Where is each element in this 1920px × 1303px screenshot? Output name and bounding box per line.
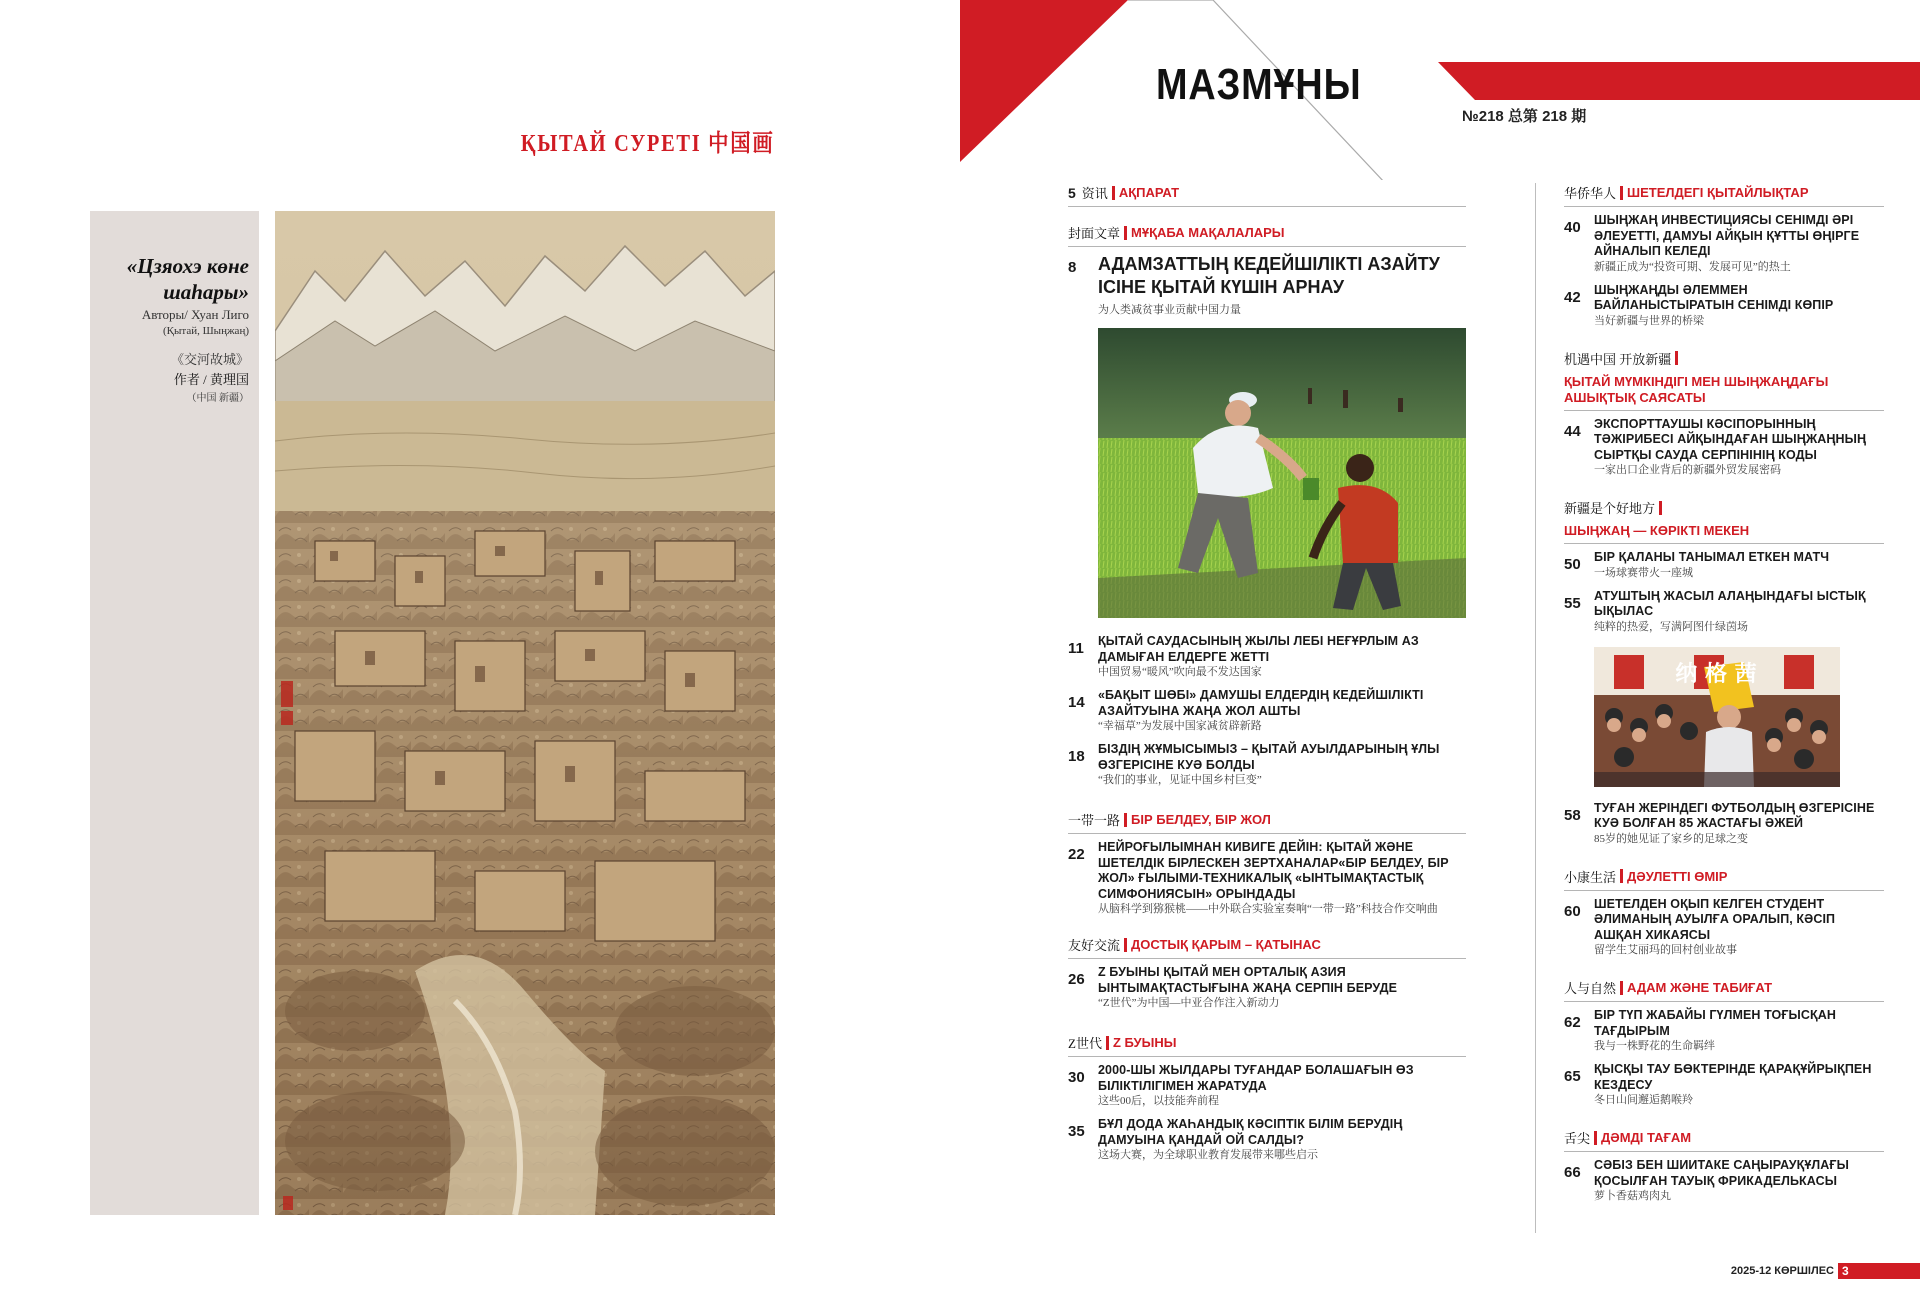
page-number: 11 [1068,640,1084,657]
page-number: 40 [1564,219,1581,236]
entry-title-zh: 纯粹的热爱，写满阿图什绿茵场 [1594,620,1748,633]
section-food [1564,1128,1884,1152]
painting-author-zh: 作者 / 黄理国 [173,372,249,387]
entry-title-kz: БІР ТҮП ЖАБАЙЫ ГҮЛМЕН ТОҒЫСҚАН ТАҒДЫРЫМ [1594,1008,1837,1038]
page-number: 50 [1564,556,1581,573]
section-belt-road-kz: БІР БЕЛДЕУ, БІР ЖОЛ [1131,812,1271,827]
page-number: 22 [1068,846,1085,863]
entry-title-kz: БІР ҚАЛАНЫ ТАНЫМАЛ ЕТКЕН МАТЧ [1594,550,1830,564]
football-photo [1594,647,1840,787]
entry-title-kz: ШЕТЕЛДЕН ОҚЫП КЕЛГЕН СТУДЕНТ ӘЛИМАНЫҢ АУЫЛҒА ОРАЛЫП, КӘСІП АШҚАН ХИКАЯСЫ [1594,896,1836,942]
section-xinjiang-kz: ШЫҢЖАҢ — КӨРІКТІ МЕКЕН [1564,523,1884,544]
section-gen-z-zh: Z世代 [1068,1036,1102,1051]
section-news [1068,183,1466,207]
section-friendship-kz: ДОСТЫҚ ҚАРЫМ – ҚАТЫНАС [1131,937,1321,952]
toc-entry-11[interactable] [1068,634,1466,680]
entry-title-zh: 留学生艾丽玛的回村创业故事 [1594,944,1737,956]
issue-number: №218 总第 218 期 [1462,108,1587,125]
entry-title-zh: 这些00后，以技能奔前程 [1098,1095,1219,1107]
toc-entry-18[interactable] [1068,742,1466,788]
section-gen-z-kz: Z БУЫНЫ [1112,1035,1177,1050]
section-nature [1564,978,1884,1002]
entry-title-zh: 一家出口企业背后的新疆外贸发展密码 [1594,464,1781,476]
entry-title-kz: ТУҒАН ЖЕРІНДЕГІ ФУТБОЛДЫҢ ӨЗГЕРІСІНЕ КУӘ БОЛҒАН 85 ЖАСТАҒЫ ӘЖЕЙ [1594,800,1875,830]
section-opportunity-zh: 机遇中国 开放新疆 [1564,351,1672,367]
entry-title-zh: 我与一株野花的生命羁绊 [1594,1040,1715,1052]
entry-title-zh: 萝卜香菇鸡肉丸 [1594,1190,1671,1202]
section-cover-kz: МҰҚАБА МАҚАЛАЛАРЫ [1131,225,1285,240]
toc-entry-30[interactable] [1068,1063,1466,1109]
page-number: 66 [1564,1164,1581,1181]
footer-page-number: 3 [1838,1263,1920,1279]
page-number: 18 [1068,748,1085,765]
section-nature-kz: АДАМ ЖӘНЕ ТАБИҒАТ [1627,980,1773,995]
toc-entry-26[interactable] [1068,965,1466,1011]
header-decoration [960,0,1920,180]
toc-entry-35[interactable] [1068,1117,1466,1163]
painting-origin-zh: （中国 新疆） [186,393,249,404]
entry-title-zh: “Z世代”为中国—中亚合作注入新动力 [1098,997,1280,1009]
page-number: 42 [1564,288,1581,306]
section-prosperous-zh: 小康生活 [1564,869,1617,885]
toc-entry-66[interactable] [1564,1158,1884,1204]
entry-title-zh: “我们的事业，见证中国乡村巨变” [1098,774,1262,786]
page-number: 55 [1564,594,1581,612]
painting-image [275,211,775,1215]
entry-title-kz: БІЗДІҢ ЖҰМЫСЫМЫЗ – ҚЫТАЙ АУЫЛДАРЫНЫҢ ҰЛЫ ӨЗГЕРІСІНЕ КУӘ БОЛДЫ [1098,742,1440,772]
toc-entry-60[interactable] [1564,897,1884,959]
section-food-zh: 舌尖 [1564,1131,1591,1146]
painting-title-zh: 《交河故城》 [170,352,249,367]
section-overseas-kz: ШЕТЕЛДЕГІ ҚЫТАЙЛЫҚТАР [1627,185,1809,200]
painting-author-kz: Авторы/ Хуан Лиго [141,307,249,322]
page-number: 30 [1068,1069,1085,1086]
entry-title-kz: ҚЫСҚЫ ТАУ БӨКТЕРІНДЕ ҚАРАҚҰЙРЫҚПЕН КЕЗДЕСУ [1594,1062,1872,1092]
page-number: 14 [1068,694,1085,711]
category-title: ҚЫТАЙ СУРЕТІ 中国画 [520,131,774,157]
toc-entry-44[interactable] [1564,417,1884,479]
section-opportunity [1564,349,1884,372]
entry-title-kz: АТУШТЫҢ ЖАСЫЛ АЛАҢЫНДАҒЫ ЫСТЫҚ ЫҚЫЛАС [1594,588,1866,618]
toc-entry-62[interactable] [1564,1008,1884,1054]
section-news-kz: АҚПАРАТ [1118,185,1180,200]
painting-origin-kz: (Қытай, Шыңжаң) [162,325,249,337]
page-number: 58 [1564,806,1581,824]
toc-entry-50[interactable] [1564,550,1884,581]
toc-left-column [1068,183,1466,1171]
entry-title-zh: 为人类减贫事业贡献中国力量 [1098,304,1241,316]
section-gen-z [1068,1033,1466,1057]
entry-title-kz: БҰЛ ДОДА ЖАҺАНДЫҚ КӘСІПТІК БІЛІМ БЕРУДІҢ ДАМУЫНА ҚАНДАЙ ОЙ САЛДЫ? [1098,1117,1403,1147]
section-news-zh: 资讯 [1081,186,1108,201]
contents-heading: МАЗМҰНЫ [1156,60,1362,109]
photo-banner-text: 纳 格 茜 [1675,660,1757,687]
section-cover [1068,223,1466,247]
caption-panel [90,211,259,1215]
entry-title-kz: НЕЙРОҒЫЛЫМНАН КИВИГЕ ДЕЙІН: ҚЫТАЙ ЖӘНЕ ШЕТЕЛДІК БІРЛЕСКЕН ЗЕРТХАНАЛАР«БІР БЕЛДЕУ, БІР ЖОЛ» ҒЫЛЫМИ-ТЕХНИКАЛЫҚ «ЫНТЫМАҚТАСТЫҚ СИМФОНИЯСЫН» ОРЫНДАДЫ [1098,840,1449,901]
entry-title-zh: 从脑科学到猕猴桃——中外联合实验室奏响“一带一路”科技合作交响曲 [1098,903,1438,915]
section-xinjiang-zh: 新疆是个好地方 [1564,501,1656,516]
toc-entry-58[interactable] [1564,801,1884,847]
section-opportunity-kz: ҚЫТАЙ МҮМКІНДІГІ МЕН ШЫҢЖАҢДАҒЫ АШЫҚТЫҚ САЯСАТЫ [1564,374,1884,411]
page-number: 8 [1068,259,1077,276]
entry-title-kz: ҚЫТАЙ САУДАСЫНЫҢ ЖЫЛЫ ЛЕБІ НЕҒҰРЛЫМ АЗ ДАМЫҒАН ЕЛДЕРГЕ ЖЕТТІ [1098,634,1419,664]
section-cover-zh: 封面文章 [1068,226,1121,241]
section-xinjiang [1564,498,1884,521]
section-nature-zh: 人与自然 [1564,981,1617,996]
section-prosperous [1564,867,1884,891]
entry-title-kz: ЭКСПОРТТАУШЫ КӘСІПОРЫННЫҢ ТӘЖІРИБЕСІ АЙҚЫНДАҒАН ШЫҢЖАҢНЫҢ СЫРТҚЫ САУДА СЕРПІНІНІҢ КОДЫ [1594,416,1867,462]
toc-entry-55[interactable] [1564,589,1884,635]
section-belt-road-zh: 一带一路 [1068,813,1121,828]
entry-title-kz: Z БУЫНЫ ҚЫТАЙ МЕН ОРТАЛЫҚ АЗИЯ ЫНТЫМАҚТАСТЫҒЫНА ЖАҢА СЕРПІН БЕРУДЕ [1098,965,1398,995]
section-food-kz: ДӘМДІ ТАҒАМ [1601,1130,1692,1145]
section-belt-road [1068,810,1466,834]
toc-entry-40[interactable] [1564,213,1884,275]
toc-entry-42[interactable] [1564,283,1884,329]
section-news-number: 5 [1068,184,1076,201]
page-number: 60 [1564,902,1581,920]
toc-entry-65[interactable] [1564,1062,1884,1108]
toc-entry-14[interactable] [1068,688,1466,734]
section-friendship-zh: 友好交流 [1068,938,1121,953]
page-footer [1731,1263,1920,1279]
column-divider [1535,183,1536,1233]
toc-entry-8[interactable] [1068,253,1466,318]
section-overseas-zh: 华侨华人 [1564,186,1617,201]
entry-title-zh: “幸福草”为发展中国家减贫辟新路 [1098,720,1262,732]
painting-title-kz: «Цзяохэ көне шаһары» [126,254,249,304]
entry-title-zh: 冬日山间邂逅鹅喉羚 [1594,1094,1693,1106]
entry-title-zh: 这场大赛，为全球职业教育发展带来哪些启示 [1098,1149,1318,1161]
page-number: 65 [1564,1068,1581,1085]
entry-title-zh: 中国贸易“暖风”吹向最不发达国家 [1098,666,1262,678]
footer-issue: 2025-12 КӨРШІЛЕС [1730,1265,1834,1277]
toc-right-column [1564,183,1884,1212]
page-number: 35 [1068,1123,1085,1140]
entry-title-kz: ШЫҢЖАҢ ИНВЕСТИЦИЯСЫ СЕНІМДІ ӘРІ ӘЛЕУЕТТІ, ДАМУЫ АЙҚЫН ҚҰТТЫ ӨҢІРГЕ АЙНАЛЫП КЕЛЕДІ [1594,213,1860,258]
toc-entry-22[interactable] [1068,840,1466,917]
section-prosperous-kz: ДӘУЛЕТТІ ӨМІР [1627,868,1728,884]
entry-title-kz: АДАМЗАТТЫҢ КЕДЕЙШІЛІКТІ АЗАЙТУ ІСІНЕ ҚЫТАЙ КҮШІН АРНАУ [1098,254,1440,297]
entry-title-zh: 当好新疆与世界的桥梁 [1594,314,1704,327]
page-number: 44 [1564,422,1581,440]
entry-title-kz: «БАҚЫТ ШӨБІ» ДАМУШЫ ЕЛДЕРДІҢ КЕДЕЙШІЛІКТІ АЗАЙТУЫНА ЖАҢА ЖОЛ АШТЫ [1098,688,1424,718]
page-number: 26 [1068,971,1085,988]
entry-title-zh: 新疆正成为“投资可期、发展可见”的热土 [1594,260,1791,273]
section-overseas [1564,183,1884,207]
right-page [960,0,1920,1303]
entry-title-kz: СӘБІЗ БЕН ШИИТАКЕ САҢЫРАУҚҰЛАҒЫ ҚОСЫЛҒАН ТАУЫҚ ФРИКАДЕЛЬКАСЫ [1594,1158,1849,1188]
page-number: 62 [1564,1014,1581,1031]
entry-title-zh: 一场球赛带火一座城 [1594,566,1693,579]
entry-title-kz: ШЫҢЖАҢДЫ ӘЛЕММЕН БАЙЛАНЫСТЫРАТЫН СЕНІМДІ КӨПІР [1594,282,1834,312]
entry-title-zh: 85岁的她见证了家乡的足球之变 [1594,832,1748,845]
farm-photo [1098,328,1466,618]
section-friendship [1068,935,1466,959]
entry-title-kz: 2000-ШЫ ЖЫЛДАРЫ ТУҒАНДАР БОЛАШАҒЫН ӨЗ БІЛІКТІЛІГІМЕН ЖАРАТУДА [1098,1063,1414,1093]
